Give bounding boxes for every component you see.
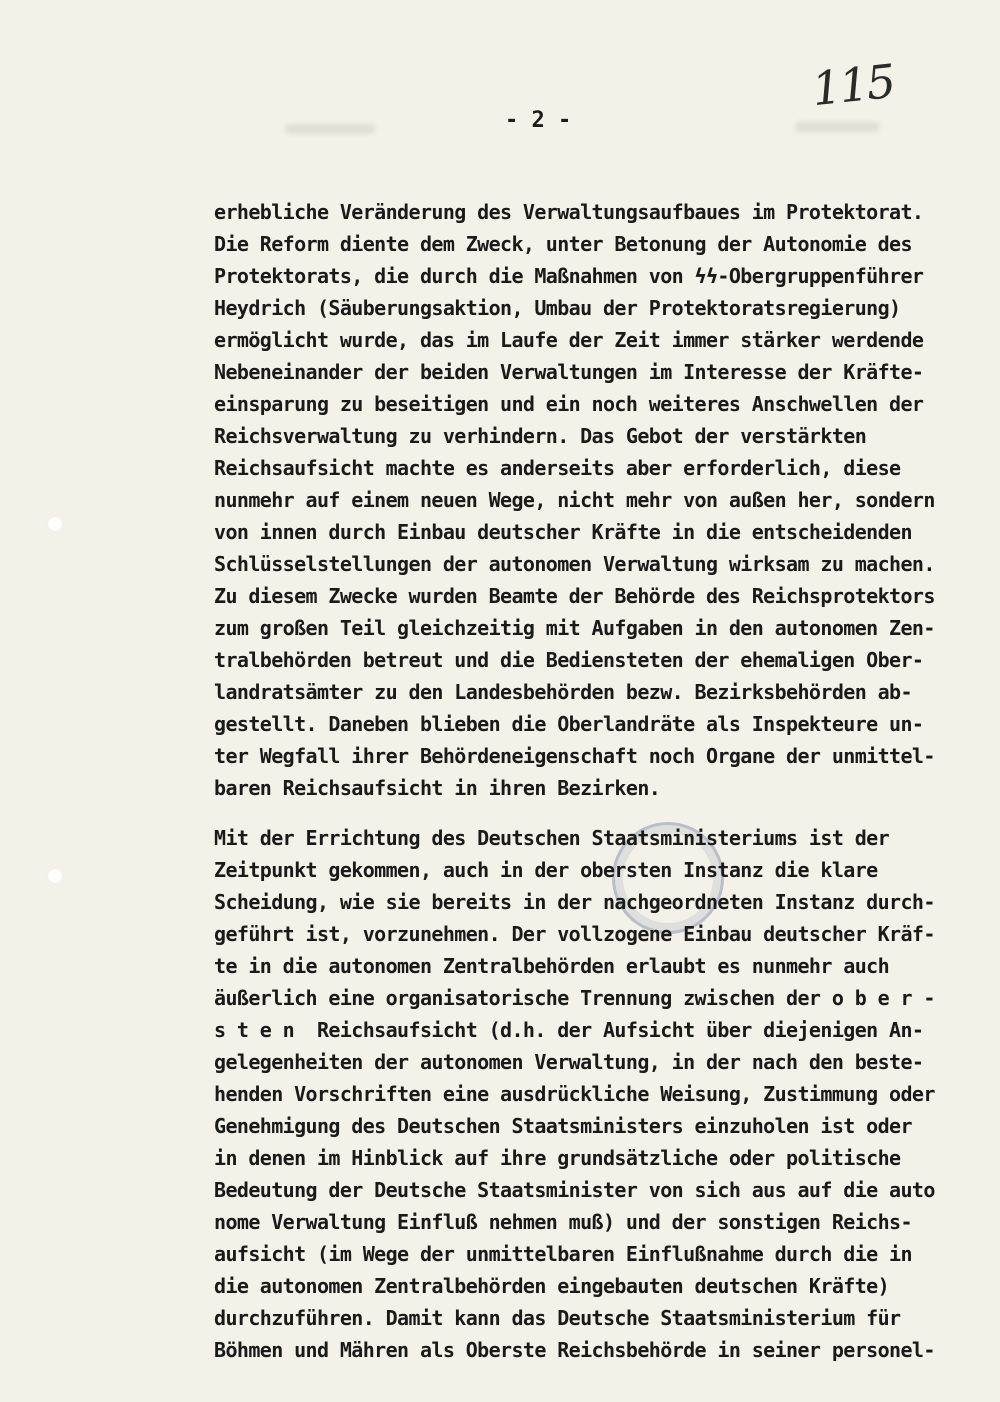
text-line: Genehmigung des Deutschen Staatsministers einzuholen ist oder xyxy=(214,1114,912,1138)
text-line: Mit der Errichtung des Deutschen Staatsministeriums ist der xyxy=(214,826,890,850)
text-line: nome Verwaltung Einfluß nehmen muß) und der sonstigen Reichs- xyxy=(214,1210,912,1234)
text-line: Böhmen und Mähren als Oberste Reichsbehörde in seiner personel- xyxy=(214,1338,935,1362)
text-line: zum großen Teil gleichzeitig mit Aufgaben in den autonomen Zen- xyxy=(214,616,935,640)
text-line: Protektorats, die durch die Maßnahmen von ϟϟ-Obergruppenführer xyxy=(214,264,924,288)
text-line: baren Reichsaufsicht in ihren Bezirken. xyxy=(214,776,661,800)
text-line: nunmehr auf einem neuen Wege, nicht mehr von außen her, sondern xyxy=(214,488,935,512)
paragraph-spacer xyxy=(214,804,996,822)
text-line: in denen im Hinblick auf ihre grundsätzliche oder politische xyxy=(214,1146,901,1170)
text-line: gestellt. Daneben blieben die Oberlandräte als Inspekteure un- xyxy=(214,712,924,736)
text-line: Die Reform diente dem Zweck, unter Betonung der Autonomie des xyxy=(214,232,912,256)
paragraph-2 xyxy=(214,822,996,1366)
typed-page-number: - 2 - xyxy=(505,108,572,133)
text-line: einsparung zu beseitigen und ein noch weiteres Anschwellen der xyxy=(214,392,924,416)
text-line: von innen durch Einbau deutscher Kräfte in die entscheidenden xyxy=(214,520,912,544)
typed-body-text xyxy=(214,196,996,1366)
text-line: durchzuführen. Damit kann das Deutsche Staatsministerium für xyxy=(214,1306,901,1330)
text-line: landratsämter zu den Landesbehörden bezw. Bezirksbehörden ab- xyxy=(214,680,912,704)
text-line: gelegenheiten der autonomen Verwaltung, in der nach den beste- xyxy=(214,1050,924,1074)
text-line: ermöglicht wurde, das im Laufe der Zeit immer stärker werdende xyxy=(214,328,924,352)
text-line: s t e n Reichsaufsicht (d.h. der Aufsicht über diejenigen An- xyxy=(214,1018,924,1042)
text-line: Heydrich (Säuberungsaktion, Umbau der Protektoratsregierung) xyxy=(214,296,901,320)
faded-smudge xyxy=(285,124,375,134)
text-line: Zu diesem Zwecke wurden Beamte der Behörde des Reichsprotektors xyxy=(214,584,935,608)
handwritten-page-number: 115 xyxy=(809,53,897,117)
text-line: ter Wegfall ihrer Behördeneigenschaft noch Organe der unmittel- xyxy=(214,744,935,768)
faded-smudge xyxy=(795,122,880,132)
text-line: Scheidung, wie sie bereits in der nachgeordneten Instanz durch- xyxy=(214,890,935,914)
paragraph-1 xyxy=(214,196,996,804)
text-line: Zeitpunkt gekommen, auch in der obersten Instanz die klare xyxy=(214,858,878,882)
text-line: Bedeutung der Deutsche Staatsminister von sich aus auf die auto xyxy=(214,1178,935,1202)
text-line: äußerlich eine organisatorische Trennung zwischen der o b e r - xyxy=(214,986,935,1010)
text-line: erhebliche Veränderung des Verwaltungsaufbaues im Protektorat. xyxy=(214,200,924,224)
text-line: aufsicht (im Wege der unmittelbaren Einflußnahme durch die in xyxy=(214,1242,912,1266)
text-line: Reichsverwaltung zu verhindern. Das Gebot der verstärkten xyxy=(214,424,867,448)
punch-hole xyxy=(47,868,63,884)
punch-hole xyxy=(47,516,63,532)
text-line: henden Vorschriften eine ausdrückliche Weisung, Zustimmung oder xyxy=(214,1082,935,1106)
text-line: Nebeneinander der beiden Verwaltungen im Interesse der Kräfte- xyxy=(214,360,924,384)
text-line: geführt ist, vorzunehmen. Der vollzogene Einbau deutscher Kräf- xyxy=(214,922,935,946)
text-line: tralbehörden betreut und die Bediensteten der ehemaligen Ober- xyxy=(214,648,924,672)
text-line: te in die autonomen Zentralbehörden erlaubt es nunmehr auch xyxy=(214,954,890,978)
text-line: Schlüsselstellungen der autonomen Verwaltung wirksam zu machen. xyxy=(214,552,935,576)
text-line: Reichsaufsicht machte es anderseits aber erforderlich, diese xyxy=(214,456,901,480)
text-line: die autonomen Zentralbehörden eingebauten deutschen Kräfte) xyxy=(214,1274,890,1298)
